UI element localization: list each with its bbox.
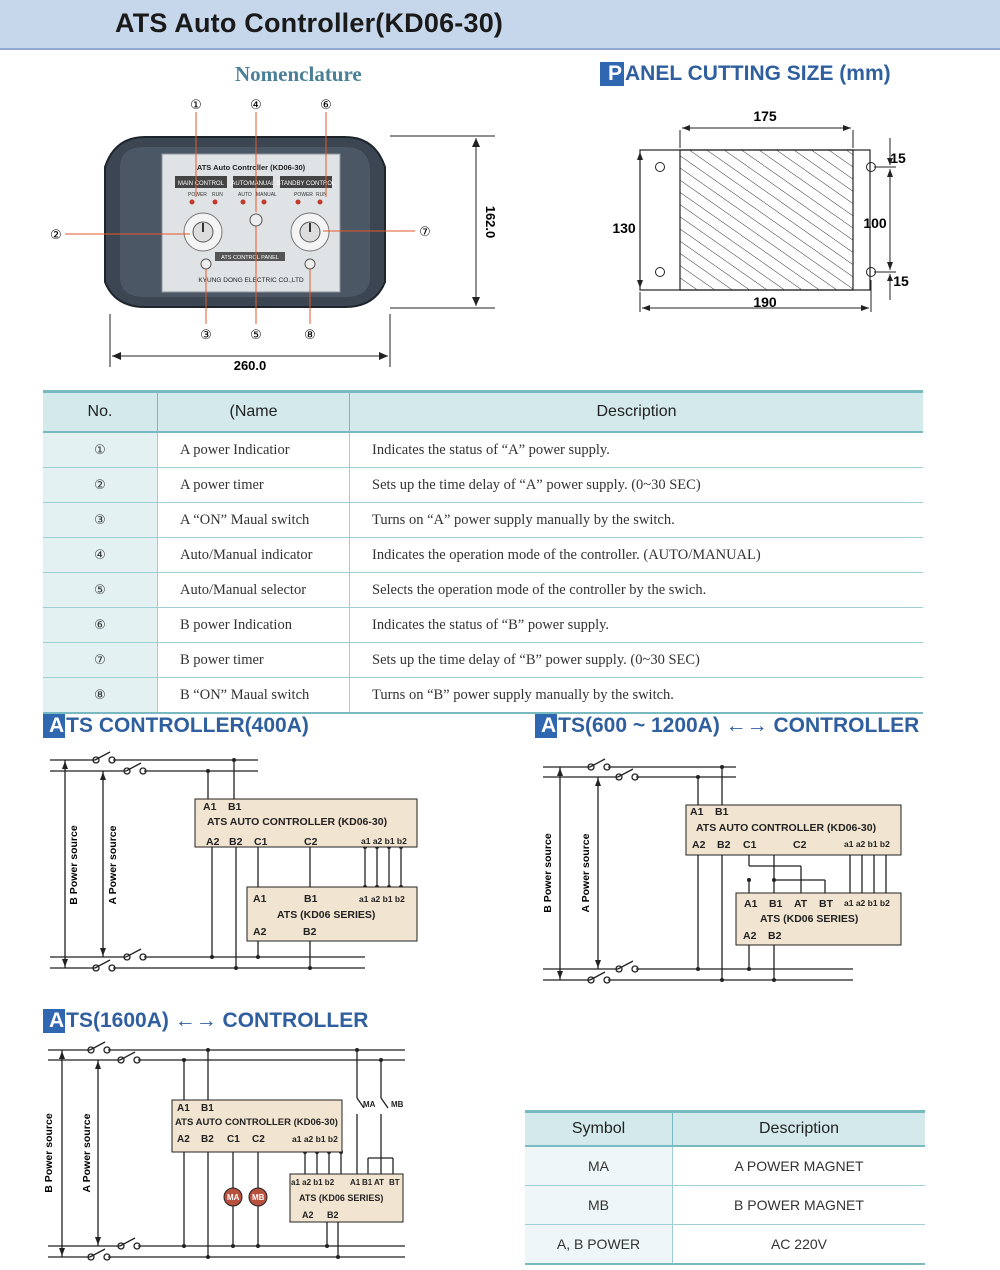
svg-text:A1: A1 (690, 806, 704, 818)
svg-text:a1 a2 b1 b2: a1 a2 b1 b2 (361, 836, 407, 846)
svg-text:B2: B2 (303, 926, 317, 938)
col-symbol: Symbol (525, 1112, 673, 1147)
col-name: (Name (158, 392, 350, 433)
dim-top: 175 (753, 108, 777, 124)
svg-text:ATS AUTO CONTROLLER (KD06-30): ATS AUTO CONTROLLER (KD06-30) (696, 822, 877, 834)
col-symbol-description: Description (673, 1112, 926, 1147)
a-run-led (213, 200, 218, 205)
section-title-1600a (43, 1009, 368, 1033)
table-row: ⑤ Auto/Manual selector Selects the operation mode of the controller by the swich. (43, 573, 923, 608)
panel-cutting-title-rest: ANEL CUTTING SIZE (mm) (625, 62, 891, 85)
svg-text:B1: B1 (769, 898, 783, 910)
svg-text:B Power source: B Power source (43, 1113, 55, 1193)
table-row: ① A power Indicatior Indicates the status of “A” power supply. (43, 432, 923, 468)
b-run-led (318, 200, 323, 205)
table-row: ④ Auto/Manual indicator Indicates the operation mode of the controller. (AUTO/MANUAL) (43, 538, 923, 573)
svg-text:ATS (KD06 SERIES): ATS (KD06 SERIES) (299, 1193, 384, 1203)
wiring-diagram-400a (40, 745, 460, 990)
section-title-400a-initial: A (43, 714, 65, 738)
b-power-led (296, 200, 301, 205)
svg-text:MA: MA (227, 1193, 240, 1202)
svg-text:A2: A2 (177, 1134, 190, 1145)
nomenclature-table (43, 390, 923, 714)
right-led-label-power: POWER (294, 192, 313, 198)
svg-text:C2: C2 (793, 839, 807, 851)
page-title: ATS Auto Controller(KD06-30) (115, 8, 504, 38)
svg-text:B Power source: B Power source (68, 825, 80, 905)
svg-text:C1: C1 (254, 836, 268, 848)
svg-text:MA: MA (363, 1100, 376, 1109)
svg-text:B1: B1 (228, 801, 242, 813)
svg-text:A1: A1 (744, 898, 758, 910)
svg-text:B2: B2 (768, 930, 782, 942)
table-row: ⑦ B power timer Sets up the time delay of “B” power supply. (0~30 SEC) (43, 643, 923, 678)
svg-text:C2: C2 (252, 1134, 265, 1145)
b-on-switch (305, 259, 315, 269)
manual-led (262, 200, 267, 205)
auto-led (241, 200, 246, 205)
table-row: ② A power timer Sets up the time delay of “A” power supply. (0~30 SEC) (43, 468, 923, 503)
svg-text:B1: B1 (201, 1103, 214, 1114)
svg-text:ATS AUTO CONTROLLER (KD06-30): ATS AUTO CONTROLLER (KD06-30) (175, 1117, 338, 1128)
col-no: No. (43, 392, 158, 433)
symbol-table (525, 1110, 925, 1265)
mid-group-label: AUTO/MANUAL (231, 181, 275, 187)
a-power-led (190, 200, 195, 205)
nomenclature-title: Nomenclature (235, 62, 362, 86)
svg-text:B1: B1 (304, 893, 318, 905)
left-led-label-power: POWER (188, 192, 207, 198)
mid-led-label-manual: MANUAL (256, 192, 277, 198)
svg-text:A2: A2 (692, 839, 706, 851)
table-row: ⑥ B power Indication Indicates the status of “B” power supply. (43, 608, 923, 643)
col-description: Description (350, 392, 924, 433)
svg-text:C2: C2 (304, 836, 318, 848)
brand-label: KYUNG DONG ELECTRIC CO.,LTD (198, 277, 304, 284)
wiring-diagram-600a (538, 753, 890, 993)
callout-1: ① (190, 97, 202, 112)
bottom-label: ATS CONTROL PANEL (221, 255, 279, 261)
right-group-label: STANDBY CONTROL (276, 181, 336, 187)
callout-7: ⑦ (419, 224, 431, 239)
svg-text:a1 a2 b1 b2: a1 a2 b1 b2 (844, 898, 890, 908)
svg-text:A2: A2 (253, 926, 267, 938)
dim-bottom: 190 (753, 294, 777, 310)
section-title-1600a-initial: A (43, 1009, 65, 1033)
svg-text:B1: B1 (362, 1178, 373, 1187)
svg-text:B Power source: B Power source (542, 833, 554, 913)
svg-text:BT: BT (819, 898, 833, 910)
svg-text:A Power source: A Power source (580, 833, 592, 913)
section-title-1600a-rest: TS(1600A) ←→ CONTROLLER (66, 1009, 369, 1032)
svg-text:MB: MB (252, 1193, 265, 1202)
svg-text:A1: A1 (177, 1103, 190, 1114)
section-title-600a (535, 714, 919, 738)
svg-text:C1: C1 (227, 1134, 240, 1145)
svg-text:C1: C1 (743, 839, 757, 851)
svg-text:B2: B2 (327, 1210, 339, 1220)
left-led-label-run: RUN (212, 192, 223, 198)
a-on-switch (201, 259, 211, 269)
svg-text:B2: B2 (717, 839, 731, 851)
wiring-diagram-1600a (40, 1038, 420, 1266)
table-row: ③ A “ON” Maual switch Turns on “A” power supply manually by the switch. (43, 503, 923, 538)
dim-offset-bottom: 15 (893, 273, 909, 289)
svg-text:A Power source: A Power source (81, 1113, 93, 1193)
table-row: A, B POWER AC 220V (525, 1225, 925, 1265)
auto-manual-selector (250, 214, 262, 226)
dim-left: 130 (612, 220, 636, 236)
svg-text:A2: A2 (206, 836, 220, 848)
dim-right: 100 (863, 215, 887, 231)
panel-title: ATS Auto Controller (KD06-30) (196, 163, 306, 172)
left-group-label: MAIN CONTROL (177, 181, 225, 187)
callout-5: ⑤ (250, 327, 262, 342)
svg-text:a1 a2 b1 b2: a1 a2 b1 b2 (291, 1178, 335, 1187)
svg-text:a1 a2 b1 b2: a1 a2 b1 b2 (359, 894, 405, 904)
section-title-400a-rest: TS CONTROLLER(400A) (66, 714, 309, 737)
svg-text:ATS AUTO CONTROLLER (KD06-30): ATS AUTO CONTROLLER (KD06-30) (207, 816, 388, 828)
callout-2: ② (50, 227, 62, 242)
table-row: MB B POWER MAGNET (525, 1186, 925, 1225)
svg-text:MB: MB (391, 1100, 404, 1109)
svg-text:AT: AT (374, 1178, 385, 1187)
right-led-label-run: RUN (316, 192, 327, 198)
svg-text:a1 a2 b1 b2: a1 a2 b1 b2 (292, 1134, 338, 1144)
svg-text:A2: A2 (302, 1210, 314, 1220)
svg-text:BT: BT (389, 1178, 400, 1187)
section-title-600a-rest: TS(600 ~ 1200A) ←→ CONTROLLER (558, 714, 920, 737)
callout-3: ③ (200, 327, 212, 342)
callout-8: ⑧ (304, 327, 316, 342)
cut-area (680, 150, 853, 290)
mid-led-label-auto: AUTO (238, 192, 252, 198)
svg-text:A1: A1 (253, 893, 267, 905)
callout-4: ④ (250, 97, 262, 112)
panel-cutting-title (600, 62, 891, 86)
svg-text:ATS (KD06 SERIES): ATS (KD06 SERIES) (760, 913, 859, 925)
svg-text:A1: A1 (203, 801, 217, 813)
dim-height: 162.0 (483, 205, 498, 239)
panel-cutting-diagram (600, 100, 930, 320)
svg-text:A1: A1 (350, 1178, 361, 1187)
section-title-600a-initial: A (535, 714, 557, 738)
svg-text:B2: B2 (201, 1134, 214, 1145)
table-row: ⑧ B “ON” Maual switch Turns on “B” power supply manually by the switch. (43, 678, 923, 714)
svg-text:A Power source: A Power source (107, 825, 119, 905)
svg-text:a1 a2 b1 b2: a1 a2 b1 b2 (844, 839, 890, 849)
section-title-400a (43, 714, 309, 738)
dim-width: 260.0 (233, 358, 267, 373)
svg-text:A2: A2 (743, 930, 757, 942)
svg-text:B2: B2 (229, 836, 243, 848)
controller-front-view (40, 92, 510, 377)
svg-text:ATS (KD06 SERIES): ATS (KD06 SERIES) (277, 909, 376, 921)
table-row: MA A POWER MAGNET (525, 1146, 925, 1186)
callout-6: ⑥ (320, 97, 332, 112)
svg-text:B1: B1 (715, 806, 729, 818)
panel-cutting-title-initial: P (600, 62, 624, 86)
dim-offset-top: 15 (890, 150, 906, 166)
svg-text:AT: AT (794, 898, 808, 910)
